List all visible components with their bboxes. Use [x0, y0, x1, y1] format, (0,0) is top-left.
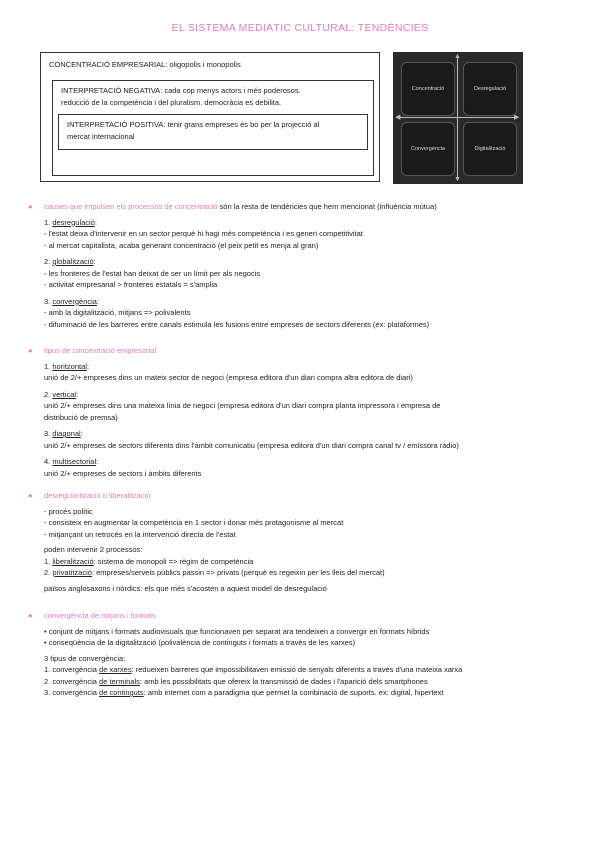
item-number: 3. [44, 429, 53, 438]
bullet-icon: ● [28, 611, 33, 620]
item-term: vertical [52, 389, 77, 399]
quad-convergencia: Convergència [401, 122, 455, 176]
item-colon: : [96, 457, 99, 466]
item-term: globalització [52, 257, 94, 266]
concentration-label: CONCENTRACIÓ EMPRESARIAL: oligopolis i monopolis [49, 60, 241, 69]
vertical-axis [457, 58, 458, 178]
item-term: horitzontal [52, 361, 87, 371]
item-term: liberalització [52, 556, 94, 566]
item-colon: : [80, 429, 83, 438]
item-detail: - activitat empresarial > fronteres estatals = s'amplia [44, 280, 218, 289]
item-number: 3. [44, 296, 53, 306]
item-number: 1. convergència [44, 665, 100, 674]
item-colon: : [94, 217, 97, 227]
item-detail: - l'estat deixa d'intervenir en un sector perquè hi hagi més competència i es generi competitivitat [44, 229, 363, 238]
item-term: privatització [52, 568, 92, 577]
bullet-icon: ● [28, 202, 33, 211]
item-detail: - amb la digitalització, mitjans => polivalents [44, 308, 191, 317]
section-types [28, 345, 459, 479]
page-title: EL SISTEMA MEDIÀTIC CULTURAL: TENDÈNCIES [171, 22, 429, 34]
quad-concentracio: Concentració [401, 62, 455, 116]
positive-line-2: mercat internacional [67, 132, 135, 141]
item-detail: 3 tipus de convergència: [44, 653, 126, 663]
item-detail: : redueixen barreres que impossibilitaven emissió de senyals diferents a través d'una mateixa xarxa [131, 665, 463, 674]
section-heading: causes que impulsen els processos de concentració [44, 202, 218, 211]
item-term: de continguts [99, 688, 144, 697]
item-detail: països anglosaxons i nòrdics: els que més s'acosten a aquest model de desregulació [44, 583, 327, 593]
item-detail: : amb internet com a paradigma que permet la combinació de suports. ex: digital, hipertext [143, 688, 444, 697]
item-detail: • conseqüència de la digitalització (polivalència de continguts i formats a través de les xarxes) [44, 638, 356, 647]
quad-digitalitzacio: Digitalització [463, 122, 517, 176]
item-number: 1. [44, 217, 53, 227]
item-detail: poden intervenir 2 processos: [44, 545, 143, 554]
item-detail: unió 2/+ empreses de sectors diferents dins l'àmbit comunicatiu (empresa editora d'un diari compra canal tv / emissora ràdio) [44, 440, 459, 450]
item-detail: - procés polític [44, 506, 93, 516]
arrow-up-icon: ▲ [454, 53, 461, 60]
item-number: 4. [44, 457, 53, 466]
item-number: 3. convergència [44, 688, 100, 697]
section-convergence [28, 610, 462, 699]
positive-line-1: INTERPRETACIÓ POSITIVA: tenir grans empreses és bo per la projecció al [67, 120, 320, 129]
item-detail: : empreses/serveis públics passin => privats (perquè es regeixin per les lleis del mercat) [91, 568, 385, 577]
item-detail: - consisteix en augmentar la competència en 1 sector i donar més protagonisme al mercat [44, 518, 344, 527]
item-number: 2. [44, 389, 53, 399]
item-number: 1. [44, 556, 53, 566]
item-detail: - mitjançant un retrocés en la intervenció directa de l'estat [44, 529, 236, 539]
item-term: desregulació [52, 217, 95, 227]
item-number: 1. [44, 361, 53, 371]
bullet-icon: ● [28, 346, 33, 355]
arrow-right-icon: ▶ [514, 114, 520, 121]
item-number: 2. [44, 568, 53, 577]
item-detail: : amb les possibilitats que ofereix la transmissió de dades i l'aparició dels smartphones [139, 676, 428, 686]
section-heading: desregularització o liberalització [44, 491, 151, 500]
section-heading: tipus de concentració empresarial [44, 346, 157, 355]
item-colon: : [93, 257, 96, 266]
section-causes [28, 201, 437, 330]
item-detail: distribució de premsa) [44, 412, 118, 422]
negative-line-1: INTERPRETACIÓ NEGATIVA: cada cop menys actors i més poderosos. [61, 86, 301, 95]
item-colon: : [86, 361, 90, 371]
item-term: de xarxes [99, 665, 132, 674]
horizontal-axis [399, 117, 517, 118]
section-deregulation [28, 490, 385, 594]
item-colon: : [96, 296, 100, 306]
item-detail: - difuminació de les barreres entre canals estimula les fusions entre empreses de sectors diferents (ex: plataformes) [44, 319, 430, 329]
item-term: diagonal [52, 429, 81, 438]
item-detail: unió 2/+ empreses dins una mateixa línia de negoci (empresa editora d'un diari compra planta impressora i empresa de [44, 401, 441, 410]
item-number: 2. [44, 257, 53, 266]
item-detail: - al mercat capitalista, acaba generant concentració (el peix petit es menja al gran) [44, 240, 319, 250]
item-term: de terminals [99, 676, 140, 686]
item-colon: : [76, 389, 79, 399]
item-detail: - les fronteres de l'estat han deixat de ser un límit per als negocis [44, 268, 261, 278]
arrow-left-icon: ◀ [395, 114, 401, 121]
quad-desregulacio: Desregulació [463, 62, 517, 116]
negative-line-2: reducció de la competència i del pluralism. democràcia es debilita. [61, 98, 282, 107]
arrow-down-icon: ▼ [454, 176, 461, 183]
item-detail: unió 2/+ empreses de sectors i àmbits diferents [44, 468, 202, 478]
section-heading: convergència de mitjans i formats [44, 611, 156, 620]
bullet-icon: ● [28, 491, 33, 500]
trends-diagram [393, 52, 523, 184]
item-detail: • conjunt de mitjans i formats audiovisuals que funcionaven per separat ara tendeixen a convergir en formats híbrids [44, 626, 430, 636]
item-detail: : sistema de monopoli => règim de competència [93, 556, 254, 566]
item-term: convergència [52, 296, 97, 306]
item-term: multisectorial [52, 457, 97, 466]
section-heading-rest: són la resta de tendències que hem mencionat (influència mútua) [217, 202, 437, 211]
positive-interpretation-box [58, 114, 368, 150]
item-detail: unió de 2/+ empreses dins un mateix sector de negoci (empresa editora d'un diari compra altra editora de diari) [44, 373, 413, 382]
item-number: 2. convergència [44, 676, 100, 686]
